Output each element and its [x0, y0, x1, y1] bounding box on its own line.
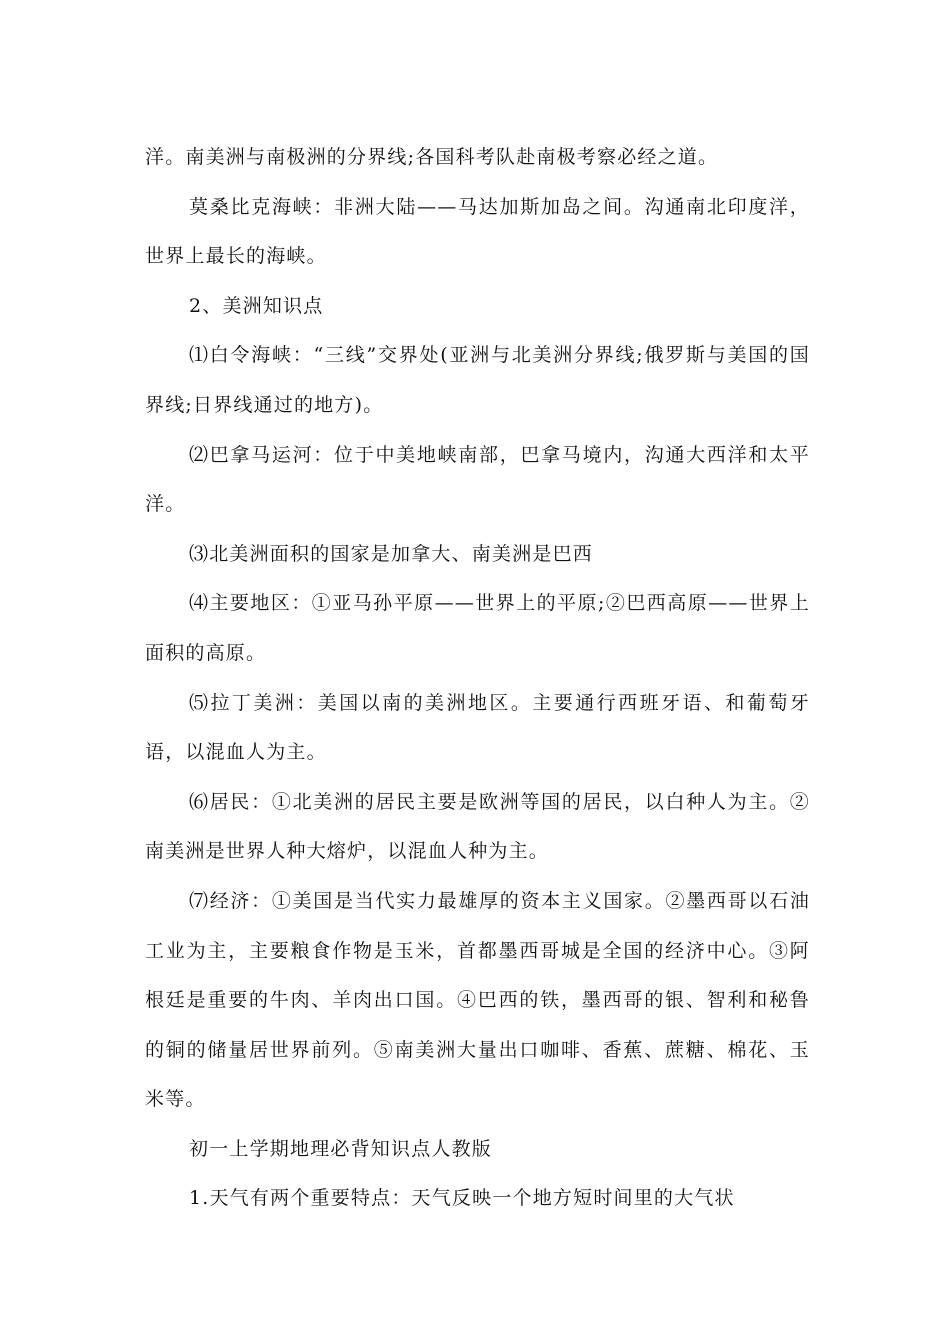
paragraph-continuation: 洋。南美洲与南极洲的分界线;各国科考队赴南极考察必经之道。 — [145, 146, 719, 168]
paragraph-panama-canal: ⑵巴拿马运河：位于中美地峡南部，巴拿马境内，沟通大西洋和太平洋。 — [145, 443, 810, 516]
section-heading-geography: 初一上学期地理必背知识点人教版 — [189, 1137, 493, 1160]
document-body — [145, 133, 810, 1224]
paragraph-mozambique-channel: 莫桑比克海峡：非洲大陆——马达加斯加岛之间。沟通南北印度洋，世界上最长的海峡。 — [145, 195, 810, 268]
paragraph-economy: ⑺经济：①美国是当代实力最雄厚的资本主义国家。②墨西哥以石油工业为主，主要粮食作物是玉米，首都墨西哥城是全国的经济中心。③阿根廷是重要的牛肉、羊肉出口国。④巴西的铁，墨西哥的银、智利和秘鲁的铜的储量居世界前列。⑤南美洲大量出口咖啡、香蕉、蔗糖、棉花、玉米等。 — [145, 889, 810, 1111]
section-heading-americas: 2、美洲知识点 — [189, 294, 324, 317]
paragraph-bering-strait: ⑴白令海峡：“三线”交界处(亚洲与北美洲分界线;俄罗斯与美国的国界线;日界线通过的地方)。 — [145, 344, 810, 416]
paragraph-largest-countries: ⑶北美洲面积的国家是加拿大、南美洲是巴西 — [189, 542, 594, 565]
paragraph-residents: ⑹居民：①北美洲的居民主要是欧洲等国的居民，以白种人为主。②南美洲是世界人种大熔炉，以混血人种为主。 — [145, 790, 810, 863]
paragraph-weather: 1.天气有两个重要特点：天气反映一个地方短时间里的大气状 — [189, 1187, 735, 1210]
paragraph-main-regions: ⑷主要地区：①亚马孙平原——世界上的平原;②巴西高原——世界上面积的高原。 — [145, 592, 810, 664]
paragraph-latin-america: ⑸拉丁美洲：美国以南的美洲地区。主要通行西班牙语、和葡萄牙语，以混血人为主。 — [145, 691, 810, 764]
